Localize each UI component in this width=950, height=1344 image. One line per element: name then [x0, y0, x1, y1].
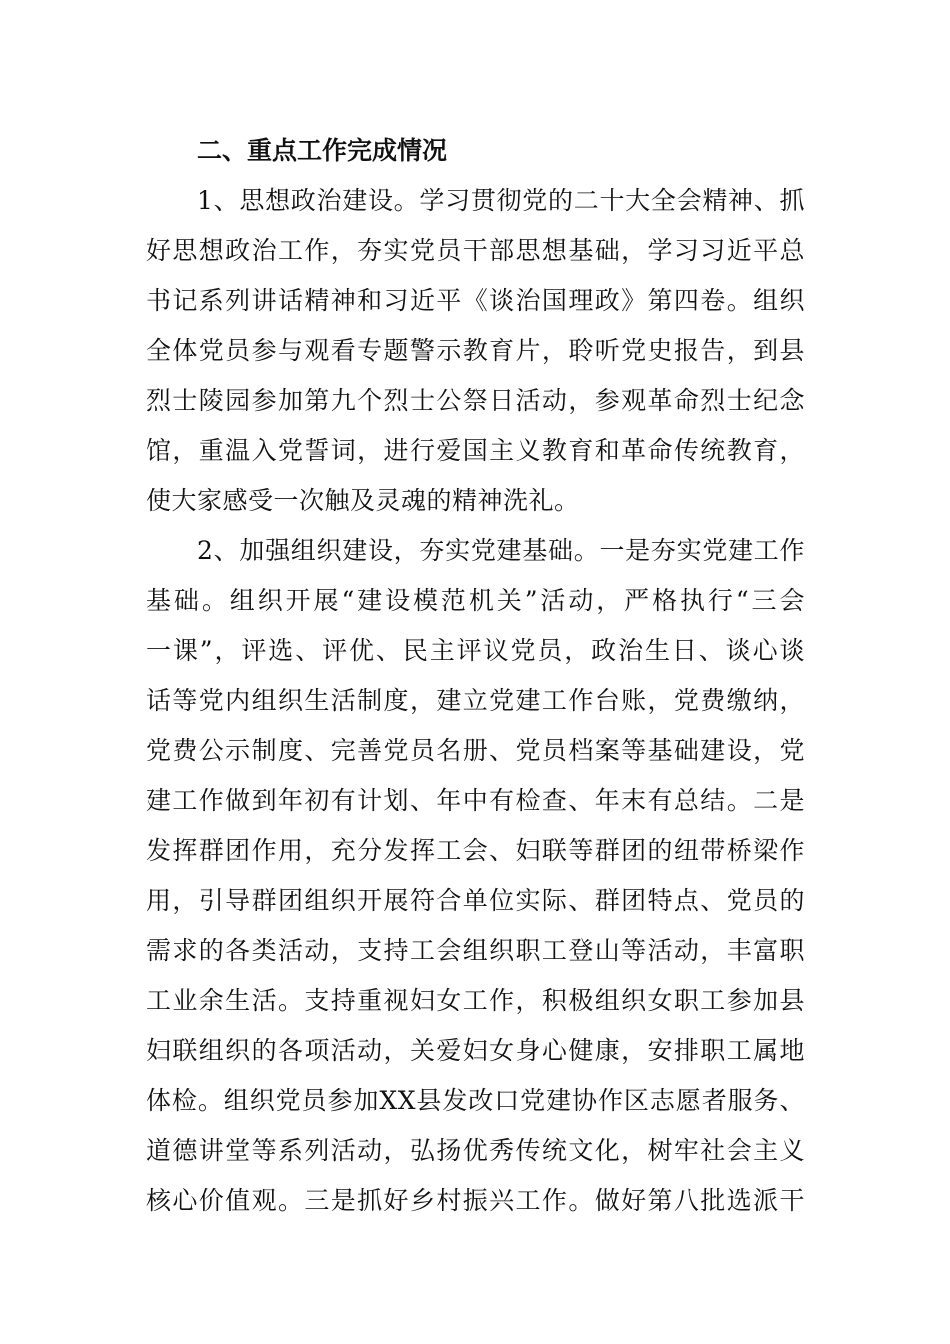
paragraph-line: 全体党员参与观看专题警示教育片，聆听党史报告，到县 — [146, 336, 805, 365]
paragraph-line: 使大家感受一次触及灵魂的精神洗礼。 — [146, 486, 580, 515]
paragraph-line: 建工作做到年初有计划、年中有检查、年末有总结。二是 — [146, 786, 805, 815]
paragraph-line: 基础。组织开展“建设模范机关”活动，严格执行“三会 — [146, 586, 805, 615]
paragraph-line: 妇联组织的各项活动，关爱妇女身心健康，安排职工属地 — [146, 1036, 805, 1065]
paragraph-line: 话等党内组织生活制度，建立党建工作台账，党费缴纳， — [146, 686, 805, 715]
paragraph-line: 好思想政治工作，夯实党员干部思想基础，学习习近平总 — [146, 236, 805, 265]
paragraph-line: 核心价值观。三是抓好乡村振兴工作。做好第八批选派干 — [146, 1186, 805, 1215]
paragraph-line: 道德讲堂等系列活动，弘扬优秀传统文化，树牢社会主义 — [146, 1136, 805, 1165]
paragraph-line: 馆，重温入党誓词，进行爱国主义教育和革命传统教育， — [146, 436, 805, 465]
section-heading: 二、重点工作完成情况 — [197, 136, 448, 165]
paragraph-line: 需求的各类活动，支持工会组织职工登山等活动，丰富职 — [146, 936, 805, 965]
paragraph-line: 党费公示制度、完善党员名册、党员档案等基础建设，党 — [146, 736, 805, 765]
paragraph-line: 用，引导群团组织开展符合单位实际、群团特点、党员的 — [146, 886, 805, 915]
paragraph-line: 发挥群团作用，充分发挥工会、妇联等群团的纽带桥梁作 — [146, 836, 805, 865]
paragraph-line: 工业余生活。支持重视妇女工作，积极组织女职工参加县 — [146, 986, 805, 1015]
paragraph-line: 1、思想政治建设。学习贯彻党的二十大全会精神、抓 — [197, 186, 805, 215]
paragraph-line: 书记系列讲话精神和习近平《谈治国理政》第四卷。组织 — [146, 286, 805, 315]
paragraph-line: 一课”，评选、评优、民主评议党员，政治生日、谈心谈 — [146, 636, 805, 665]
paragraph-line: 体检。组织党员参加XX县发改口党建协作区志愿者服务、 — [146, 1086, 805, 1115]
paragraph-line: 2、加强组织建设，夯实党建基础。一是夯实党建工作 — [197, 536, 805, 565]
paragraph-line: 烈士陵园参加第九个烈士公祭日活动，参观革命烈士纪念 — [146, 386, 805, 415]
